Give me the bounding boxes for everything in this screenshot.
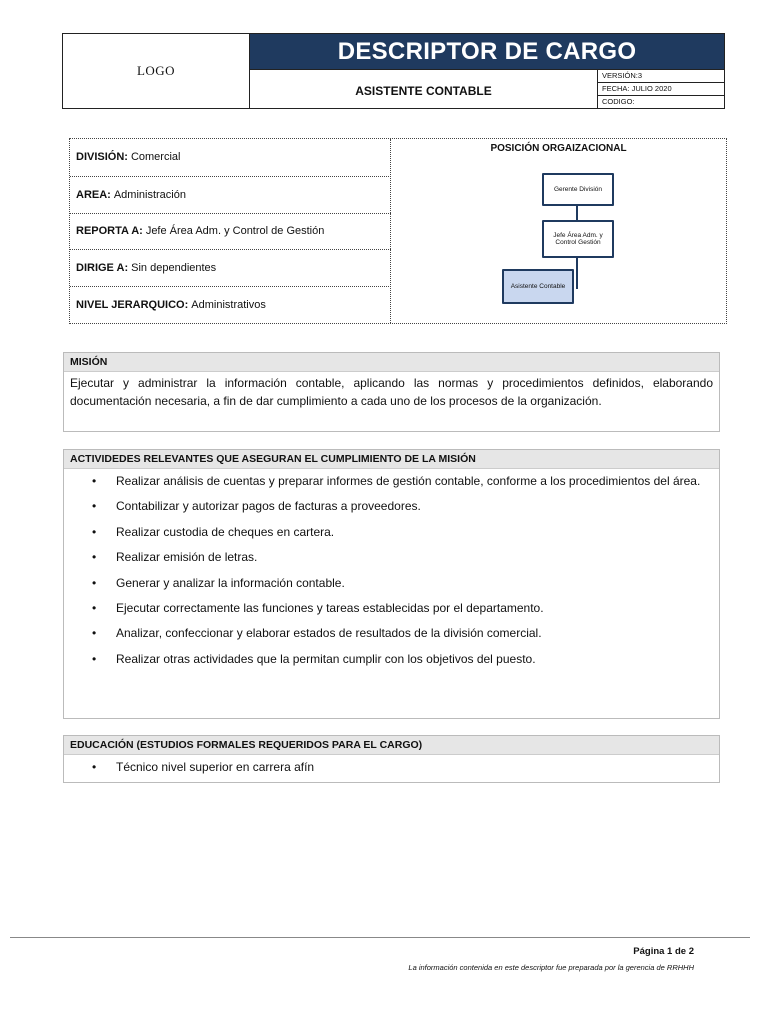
info-label: NIVEL JERARQUICO:: [76, 299, 189, 312]
document-header: [62, 33, 725, 109]
document-title: DESCRIPTOR DE CARGO: [250, 34, 724, 69]
education-list: [64, 755, 719, 776]
info-value: Jefe Área Adm. y Control de Gestión: [145, 225, 325, 238]
info-label: REPORTA A:: [76, 225, 143, 238]
education-section: [63, 735, 720, 783]
list-item: • Contabilizar y autorizar pagos de facturas a proveedores.: [116, 498, 713, 515]
footer-divider: [10, 937, 750, 938]
activities-heading: ACTIVIDEDES RELEVANTES QUE ASEGURAN EL CUMPLIMIENTO DE LA MISIÓN: [64, 450, 719, 469]
list-item: • Realizar emisión de letras.: [116, 549, 713, 566]
org-node-asistente: Asistente Contable: [502, 269, 574, 304]
footer-note: La información contenida en este descriptor fue preparada por la gerencia de RRHHH: [408, 963, 694, 972]
info-label: AREA:: [76, 188, 111, 201]
info-value: Sin dependientes: [131, 262, 217, 275]
list-item: • Realizar análisis de cuentas y preparar informes de gestión contable, conforme a los procedimientos del área.: [116, 473, 713, 490]
info-label: DIRIGE A:: [76, 262, 129, 275]
position-name: ASISTENTE CONTABLE: [250, 69, 598, 108]
version-field: VERSIÓN:3: [598, 69, 724, 82]
info-row-level: [70, 286, 391, 323]
list-item: • Técnico nivel superior en carrera afín: [116, 759, 713, 776]
info-row-area: [70, 176, 391, 213]
list-item: • Generar y analizar la información contable.: [116, 575, 713, 592]
info-label: DIVISIÓN:: [76, 151, 128, 164]
info-value: Administración: [113, 188, 186, 201]
org-connector: [576, 258, 578, 289]
info-row-division: [70, 139, 391, 176]
org-node-jefe: Jefe Área Adm. y Control Gestión: [542, 220, 614, 258]
list-item: • Analizar, confeccionar y elaborar estados de resultados de la división comercial.: [116, 625, 713, 642]
mission-text: Ejecutar y administrar la información contable, aplicando las normas y procedimientos definidos, elaborando documentación necesaria, a fin de dar cumplimiento a cada uno de los procesos de la organización.: [70, 376, 713, 408]
info-value: Comercial: [130, 151, 181, 164]
org-chart-title: POSICIÓN ORGAIZACIONAL: [490, 143, 627, 154]
code-field: CODIGO:: [598, 95, 724, 108]
list-item: • Realizar custodia de cheques en cartera.: [116, 524, 713, 541]
org-node-gerente: Gerente División: [542, 173, 614, 206]
page-number: Página 1 de 2: [633, 946, 694, 957]
position-info-fields: [70, 139, 391, 323]
mission-heading: MISIÓN: [64, 353, 719, 372]
info-row-directs: [70, 249, 391, 286]
education-heading: EDUCACIÓN (ESTUDIOS FORMALES REQUERIDOS PARA EL CARGO): [64, 736, 719, 755]
org-connector: [576, 206, 578, 220]
logo-placeholder: LOGO: [63, 34, 250, 108]
activities-list: [64, 469, 719, 668]
date-field: FECHA: JULIO 2020: [598, 82, 724, 95]
info-value: Administrativos: [191, 299, 266, 312]
list-item: • Ejecutar correctamente las funciones y tareas establecidas por el departamento.: [116, 600, 713, 617]
position-info-box: [69, 138, 727, 324]
list-item: • Realizar otras actividades que la permitan cumplir con los objetivos del puesto.: [116, 651, 713, 668]
activities-section: [63, 449, 720, 719]
mission-section: [63, 352, 720, 432]
info-row-reports-to: [70, 213, 391, 250]
